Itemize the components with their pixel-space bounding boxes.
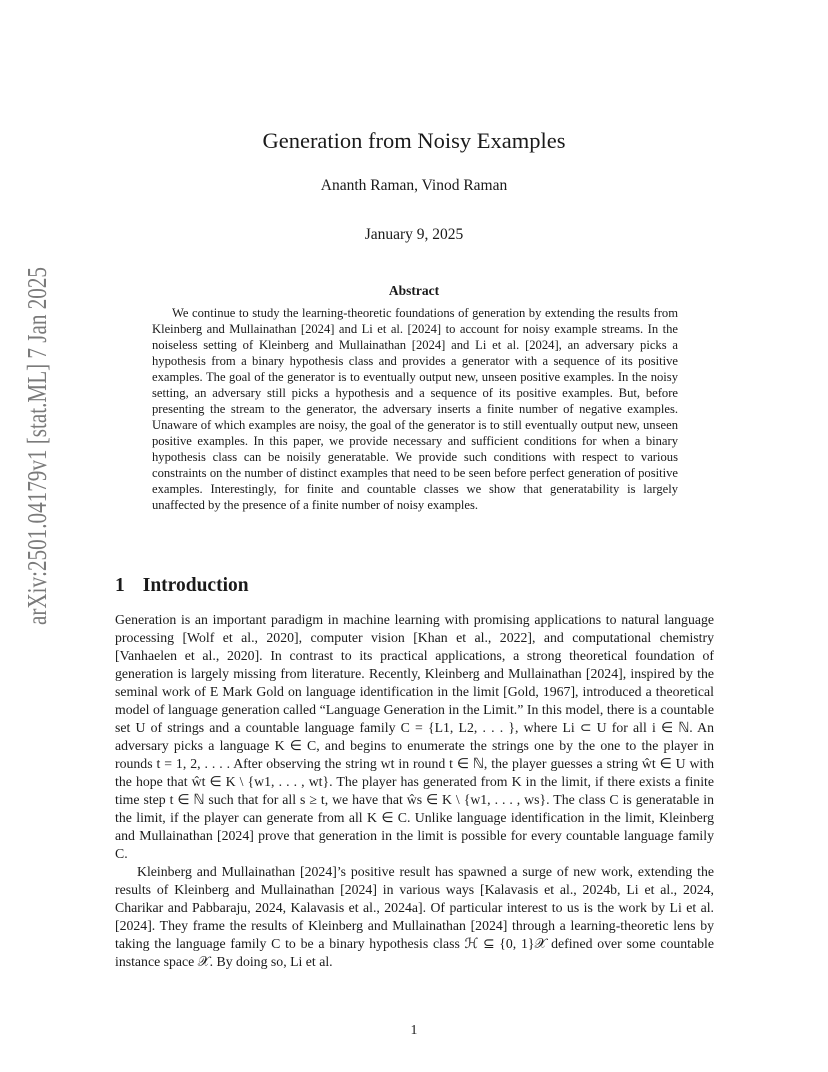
section-heading: [115, 575, 249, 597]
section-number: 1: [115, 575, 125, 596]
arxiv-identifier-text: arXiv:2501.04179v1 [stat.ML] 7 Jan 2025: [22, 265, 52, 625]
arxiv-identifier: [16, 265, 56, 625]
page-number: 1: [410, 1022, 418, 1037]
section-title: Introduction: [142, 575, 249, 596]
introduction-body: [115, 611, 714, 971]
paper-title: Generation from Noisy Examples: [262, 128, 566, 153]
paragraph-1: Generation is an important paradigm in machine learning with promising applications to natural language processing [Wolf et al., 2020], computer vision [Khan et al., 2022], and computational chemistry [Vanhaelen et al., 2020]. In contrast to its practical applications, a strong theoretical foundation of generation is largely missing from literature. Recently, Kleinberg and Mullainathan [2024], inspired by the seminal work of E Mark Gold on language identification in the limit [Gold, 1967], introduced a theoretical model of language generation called “Language Generation in the Limit.” In this model, there is a countable set U of strings and a countable language family C = {L1, L2, . . . }, where Li ⊂ U for all i ∈ ℕ. An adversary picks a language K ∈ C, and begins to enumerate the strings one by the one to the player in rounds t = 1, 2, . . . . After observing the string wt in round t ∈ ℕ, the player guesses a string ŵt ∈ U with the hope that ŵt ∈ K \ {w1, . . . , wt}. The player has generated from K in the limit, if there exists a finite time step t ∈ ℕ such that for all s ≥ t, we have that ŵs ∈ K \ {w1, . . . , ws}. The class C is generatable in the limit, if the player can generate from all K ∈ C. Unlike language identification in the limit, Kleinberg and Mullainathan [2024] prove that generation in the limit is possible for every countable language family C.: [115, 612, 714, 861]
paper-authors: Ananth Raman, Vinod Raman: [320, 177, 508, 194]
abstract-heading: Abstract: [388, 283, 440, 298]
paper-date: January 9, 2025: [364, 226, 464, 243]
paragraph-2: Kleinberg and Mullainathan [2024]’s positive result has spawned a surge of new work, extending the results of Kleinberg and Mullainathan [2024] in various ways [Kalavasis et al., 2024b, Li et al., 2024, Charikar and Pabbaraju, 2024, Kalavasis et al., 2024a]. Of particular interest to us is the work by Li et al. [2024]. They frame the results of Kleinberg and Mullainathan [2024] through a learning-theoretic lens by taking the language family C to be a binary hypothesis class ℋ ⊆ {0, 1}𝒳 defined over some countable instance space 𝒳. By doing so, Li et al.: [115, 864, 714, 969]
abstract-text: We continue to study the learning-theoretic foundations of generation by extending the results from Kleinberg and Mullainathan [2024] and Li et al. [2024] to account for noisy example streams. In the noiseless setting of Kleinberg and Mullainathan [2024] and Li et al. [2024], an adversary picks a hypothesis from a binary hypothesis class and provides a generator with a sequence of its positive examples. The goal of the generator is to eventually output new, unseen positive examples. In the noisy setting, an adversary still picks a hypothesis and a sequence of its positive examples. But, before presenting the stream to the generator, the adversary inserts a finite number of negative examples. Unaware of which examples are noisy, the goal of the generator is to still eventually output new, unseen positive examples. In this paper, we provide necessary and sufficient conditions for when a binary hypothesis class can be noisily generatable. We provide such conditions with respect to various constraints on the number of distinct examples that need to be seen before perfect generation of positive examples. Interestingly, for finite and countable classes we show that generatability is largely unaffected by the presence of a finite number of noisy examples.: [152, 306, 678, 512]
